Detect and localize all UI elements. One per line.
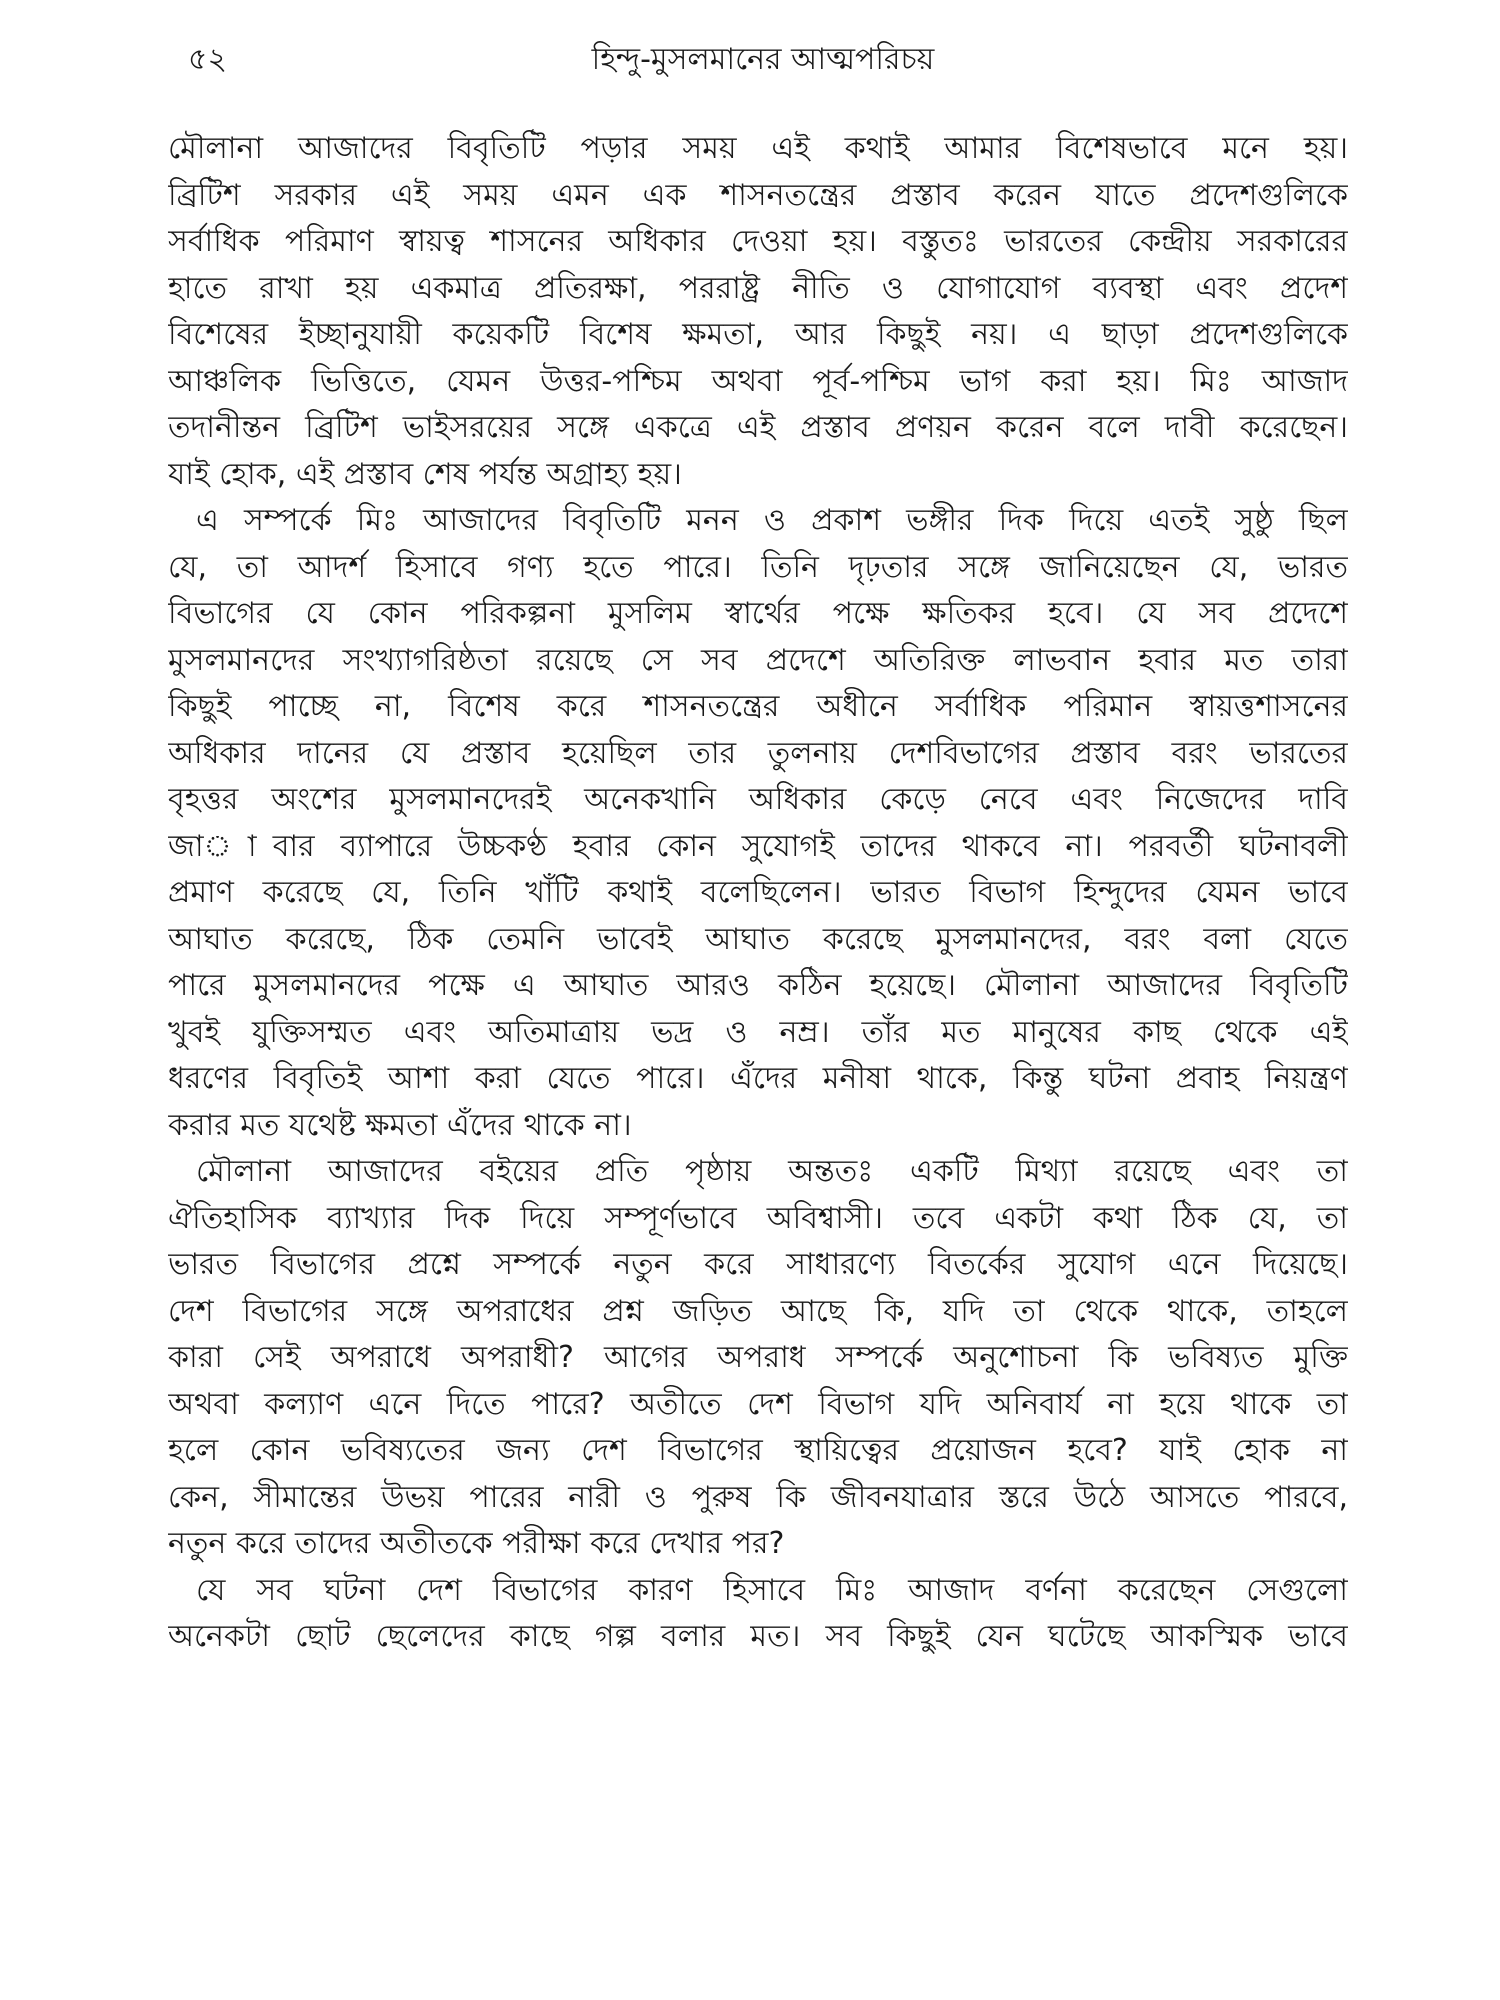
text-line: আঘাত করেছে, ঠিক তেমনি ভাবেই আঘাত করেছে মুসলমানদের, বরং বলা যেতে (168, 921, 1348, 957)
text-line: কেন, সীমান্তের উভয় পারের নারী ও পুরুষ কি জীবনযাত্রার স্তরে উঠে আসতে পারবে, (168, 1479, 1348, 1515)
text-line: মৌলানা আজাদের বইয়ের প্রতি পৃষ্ঠায় অন্ততঃ একটি মিথ্যা রয়েছে এবং তা (196, 1154, 1348, 1189)
text-line: যে, তা আদর্শ হিসাবে গণ্য হতে পারে। তিনি দৃঢ়তার সঙ্গে জানিয়েছেন যে, ভারত (168, 549, 1348, 585)
text-line: অথবা কল্যাণ এনে দিতে পারে? অতীতে দেশ বিভাগ যদি অনিবার্য না হয়ে থাকে তা (168, 1386, 1348, 1422)
text-line: যে সব ঘটনা দেশ বিভাগের কারণ হিসাবে মিঃ আজাদ বর্ণনা করেছেন সেগুলো (196, 1572, 1348, 1608)
running-title: হিন্দু-মুসলমানের আত্মপরিচয় (591, 42, 935, 77)
text-line: বিশেষের ইচ্ছানুযায়ী কয়েকটি বিশেষ ক্ষমতা, আর কিছুই নয়। এ ছাড়া প্রদেশগুলিকে (168, 317, 1348, 352)
text-line: দেশ বিভাগের সঙ্গে অপরাধের প্রশ্ন জড়িত আছে কি, যদি তা থেকে থাকে, তাহলে (168, 1293, 1348, 1329)
text-line: হলে কোন ভবিষ্যতের জন্য দেশ বিভাগের স্থায়িত্বের প্রয়োজন হবে? যাই হোক না (168, 1433, 1348, 1468)
text-line: মুসলমানদের সংখ্যাগরিষ্ঠতা রয়েছে সে সব প্রদেশে অতিরিক্ত লাভবান হবার মত তারা (168, 642, 1348, 678)
body-text (168, 126, 1348, 1661)
text-line: ঐতিহাসিক ব্যাখ্যার দিক দিয়ে সম্পূর্ণভাবে অবিশ্বাসী। তবে একটা কথা ঠিক যে, তা (168, 1200, 1348, 1236)
page-header (188, 34, 1338, 94)
text-line: কিছুই পাচ্ছে না, বিশেষ করে শাসনতন্ত্রের অধীনে সর্বাধিক পরিমান স্বায়ত্তশাসনের (168, 689, 1348, 724)
text-line: ভারত বিভাগের প্রশ্নে সম্পর্কে নতুন করে সাধারণ্যে বিতর্কের সুযোগ এনে দিয়েছে। (168, 1247, 1348, 1282)
text-line: নতুন করে তাদের অতীতকে পরীক্ষা করে দেখার পর? (168, 1526, 785, 1561)
text-line: ধরণের বিবৃতিই আশা করা যেতে পারে। এঁদের মনীষা থাকে, কিন্তু ঘটনা প্রবাহ নিয়ন্ত্রণ (168, 1061, 1348, 1096)
text-line: হাতে রাখা হয় একমাত্র প্রতিরক্ষা, পররাষ্ট্র নীতি ও যোগাযোগ ব্যবস্থা এবং প্রদেশ (168, 270, 1348, 306)
text-line: ব্রিটিশ সরকার এই সময় এমন এক শাসনতন্ত্রের প্রস্তাব করেন যাতে প্রদেশগুলিকে (168, 177, 1348, 213)
text-line: এ সম্পর্কে মিঃ আজাদের বিবৃতিটি মনন ও প্রকাশ ভঙ্গীর দিক দিয়ে এতই সুষ্ঠু ছিল (196, 503, 1348, 538)
text-line: করার মত যথেষ্ট ক্ষমতা এঁদের থাকে না। (168, 1107, 632, 1143)
text-line: যাই হোক, এই প্রস্তাব শেষ পর্যন্ত অগ্রাহ্য হয়। (168, 456, 682, 492)
text-line: অনেকটা ছোট ছেলেদের কাছে গল্প বলার মত। সব কিছুই যেন ঘটেছে আকস্মিক ভাবে (168, 1619, 1348, 1654)
text-line: জা◌াবার ব্যাপারে উচ্চকণ্ঠ হবার কোন সুযোগই তাদের থাকবে না। পরবর্তী ঘটনাবলী (168, 828, 1348, 864)
text-line: মৌলানা আজাদের বিবৃতিটি পড়ার সময় এই কথাই আমার বিশেষভাবে মনে হয়। (168, 131, 1348, 166)
text-line: খুবই যুক্তিসম্মত এবং অতিমাত্রায় ভদ্র ও নম্র। তাঁর মত মানুষের কাছ থেকে এই (168, 1014, 1348, 1050)
text-line: প্রমাণ করেছে যে, তিনি খাঁটি কথাই বলেছিলেন। ভারত বিভাগ হিন্দুদের যেমন ভাবে (168, 875, 1348, 910)
page-number: ৫২ (188, 42, 227, 77)
text-line: অধিকার দানের যে প্রস্তাব হয়েছিল তার তুলনায় দেশবিভাগের প্রস্তাব বরং ভারতের (168, 735, 1348, 771)
text-line: সর্বাধিক পরিমাণ স্বায়ত্ব শাসনের অধিকার দেওয়া হয়। বস্তুতঃ ভারতের কেন্দ্রীয় সরকারের (168, 224, 1348, 259)
text-line: আঞ্চলিক ভিত্তিতে, যেমন উত্তর-পশ্চিম অথবা পূর্ব-পশ্চিম ভাগ করা হয়। মিঃ আজাদ (168, 363, 1348, 399)
text-line: বৃহত্তর অংশের মুসলমানদেরই অনেকখানি অধিকার কেড়ে নেবে এবং নিজেদের দাবি (168, 782, 1348, 817)
text-line: তদানীন্তন ব্রিটিশ ভাইসরয়ের সঙ্গে একত্রে এই প্রস্তাব প্রণয়ন করেন বলে দাবী করেছেন। (168, 410, 1348, 445)
text-line: পারে মুসলমানদের পক্ষে এ আঘাত আরও কঠিন হয়েছে। মৌলানা আজাদের বিবৃতিটি (168, 968, 1348, 1003)
text-line: কারা সেই অপরাধে অপরাধী? আগের অপরাধ সম্পর্কে অনুশোচনা কি ভবিষ্যত মুক্তি (168, 1340, 1348, 1375)
text-line: বিভাগের যে কোন পরিকল্পনা মুসলিম স্বার্থের পক্ষে ক্ষতিকর হবে। যে সব প্রদেশে (168, 596, 1348, 631)
